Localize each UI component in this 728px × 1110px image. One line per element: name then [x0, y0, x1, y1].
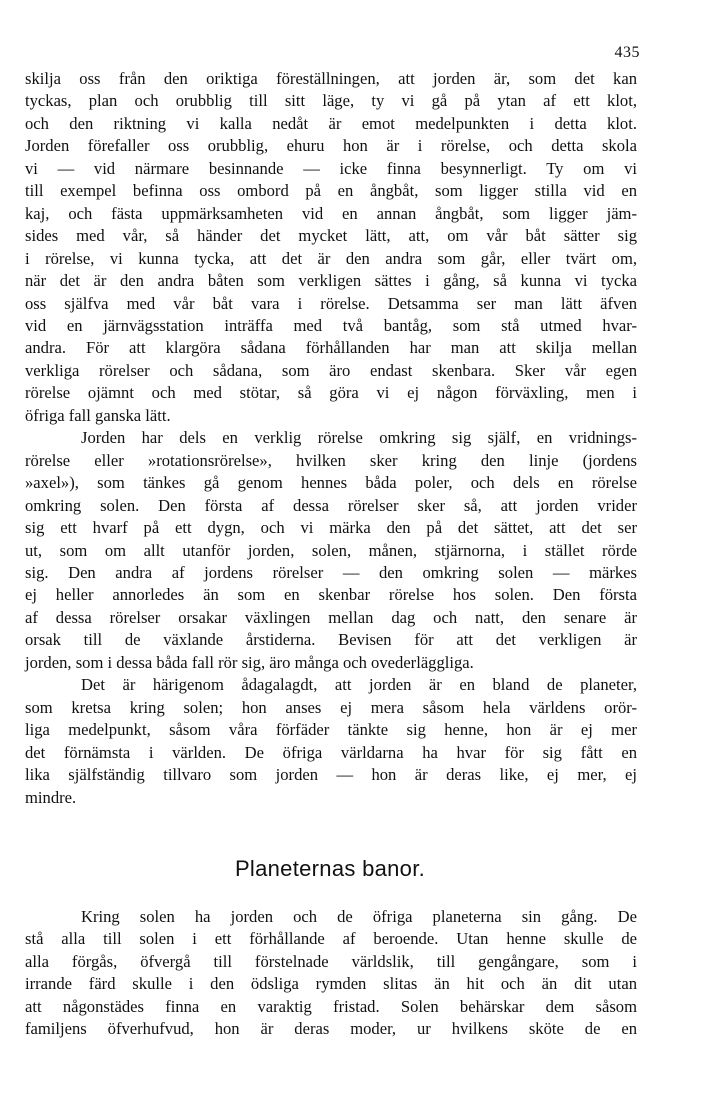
text-line: Kring solen ha jorden och de öfriga planeterna sin gång. De [81, 907, 637, 926]
text-line: irrande färd skulle i den ödsliga rymden slitas än hit och än dit utan [25, 974, 637, 994]
text-line: Jorden har dels en verklig rörelse omkring sig själf, en vridnings- [81, 428, 637, 448]
text-line: Jorden förefaller oss orubblig, ehuru hon är i rörelse, och detta skola [25, 136, 637, 156]
text-line: när det är den andra båten som verkligen sättes i gång, så kunna vi tycka [25, 271, 637, 291]
text-line: sides med vår, så händer det mycket lätt, att, om vår båt sätter sig [25, 226, 637, 246]
paragraph [25, 674, 637, 809]
text-line: oss själfva med vår båt vara i rörelse. Detsamma ser man lätt äfven [25, 293, 637, 313]
text-line: att någonstädes finna en varaktig fristad. Solen behärskar dem såsom [25, 996, 637, 1016]
text-line: stå alla till solen i ett förhållande af beroende. Utan henne skulle de [25, 929, 637, 949]
paragraph [25, 68, 637, 427]
text-line: till exempel befinna oss ombord på en ångbåt, som ligger stilla vid en [25, 181, 637, 201]
text-line: omkring solen. Den första af dessa rörelser sker så, att jorden vrider [25, 495, 637, 515]
text-line: i rörelse, vi kunna tycka, att det är den andra som går, eller tvärt om, [25, 248, 637, 268]
text-line: familjens öfverhufvud, hon är deras moder, ur hvilkens sköte de en [25, 1019, 637, 1039]
text-line: alla förgås, öfvergå till förstelnade världslik, till gengångare, som i [25, 951, 637, 971]
paragraph [25, 427, 637, 674]
text-line: lika själfständig tillvaro som jorden — hon är deras like, ej mer, ej [25, 765, 637, 785]
text-line: mindre. [25, 787, 77, 807]
text-line: »axel»), som tänkes gå genom hennes båda poler, och dels en rörelse [25, 473, 637, 493]
text-line: sig ett hvarf på ett dygn, och vi märka den på det sättet, att det ser [25, 518, 637, 538]
text-line: jorden, som i dessa båda fall rör sig, äro många och ovederläggliga. [25, 652, 474, 672]
text-line: skilja oss från den oriktiga föreställningen, att jorden är, som det kan [25, 69, 637, 88]
section-heading: Planeternas banor. [234, 856, 426, 881]
text-line: verkliga rörelser och sådana, som äro endast skenbara. Sker vår egen [25, 360, 637, 380]
text-line: orsak till de växlande årstiderna. Bevisen för att det verkligen är [25, 630, 637, 650]
text-line: sig. Den andra af jordens rörelser — den omkring solen — märkes [25, 562, 637, 582]
text-line: tyckas, plan och orubblig till sitt läge, ty vi gå på ytan af ett klot, [25, 91, 637, 111]
text-line: vid en järnvägsstation inträffa med två bantåg, som stå utmed hvar- [25, 315, 637, 335]
text-line: öfriga fall ganska lätt. [25, 405, 171, 425]
text-line: det förnämsta i världen. De öfriga världarna ha hvar för sig fått en [25, 742, 637, 762]
text-line: ej heller annorledes än som en skenbar rörelse hos solen. Den första [25, 585, 637, 605]
text-line: rörelse eller »rotationsrörelse», hvilken sker kring den linje (jordens [25, 450, 637, 470]
text-line: af dessa rörelser orsakar växlingen mellan dag och natt, den senare är [25, 607, 637, 627]
page-number: 435 [614, 44, 640, 61]
text-line: rörelse ojämnt och med stötar, så göra vi ej någon förväxling, men i [25, 383, 637, 403]
text-line: ut, som om allt utanför jorden, solen, månen, stjärnorna, i stället rörde [25, 540, 637, 560]
text-line: Det är härigenom ådagalagdt, att jorden är en bland de planeter, [81, 675, 637, 695]
body-text-first [25, 68, 637, 809]
text-line: och den riktning vi kalla nedåt är emot medelpunkten i detta klot. [25, 113, 637, 133]
text-line: andra. För att klargöra sådana förhållanden har man att skilja mellan [25, 338, 637, 358]
text-line: vi — vid närmare besinnande — icke finna besynnerligt. Ty om vi [25, 158, 637, 178]
paragraph [25, 906, 637, 1041]
text-line: som kretsa kring solen; hon anses ej mera såsom hela världens orör- [25, 697, 637, 717]
text-line: liga medelpunkt, såsom våra förfäder tänkte sig henne, hon är ej mer [25, 720, 637, 740]
text-line: kaj, och fästa uppmärksamheten vid en annan ångbåt, som ligger jäm- [25, 203, 637, 223]
body-text-second [25, 906, 637, 1041]
